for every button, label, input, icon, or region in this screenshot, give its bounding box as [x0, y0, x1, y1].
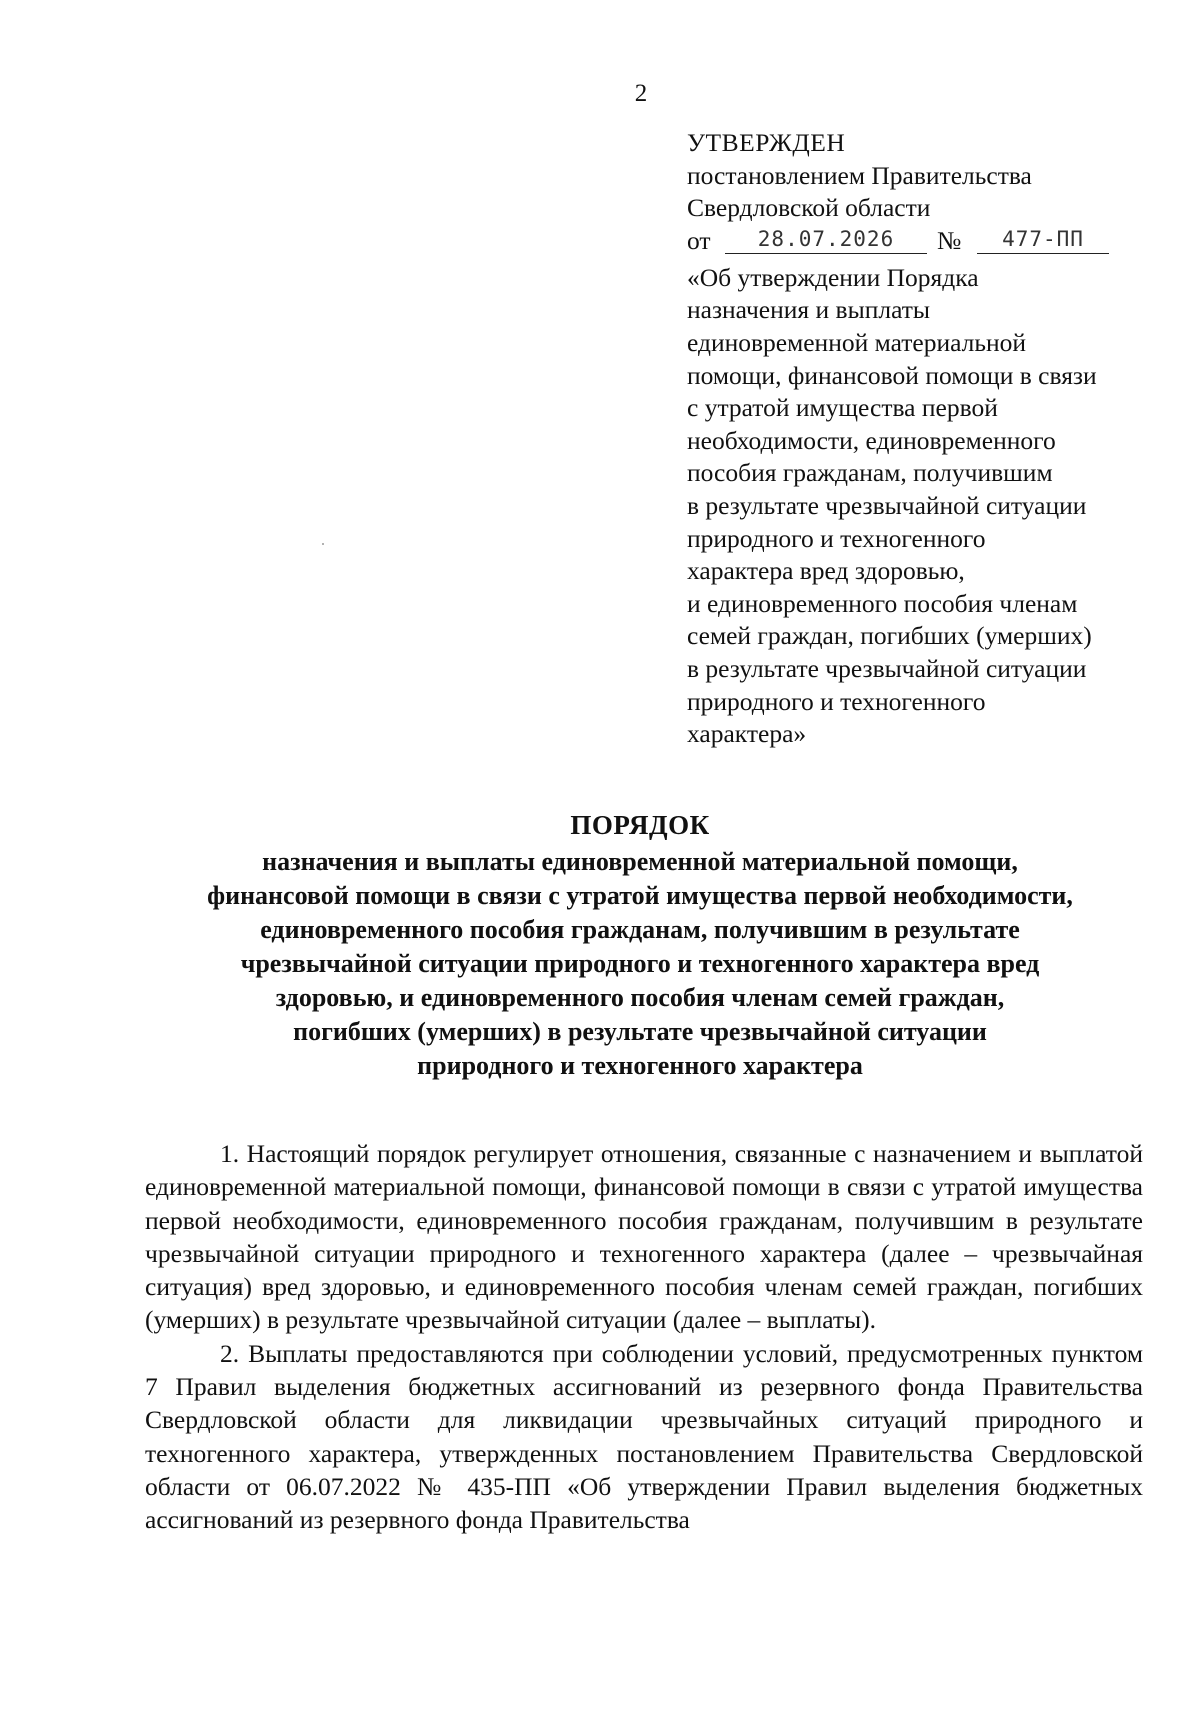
approval-date-row — [687, 225, 1157, 259]
approval-title-line: характера вред здоровью, — [687, 556, 965, 586]
approval-title-line: пособия гражданам, получившим — [687, 458, 1053, 488]
document-subtitle-line: погибших (умерших) в результате чрезвычайной ситуации — [293, 1017, 987, 1046]
approval-title-line: помощи, финансовой помощи в связи — [687, 360, 1097, 390]
date-field: 28.07.2026 — [725, 225, 927, 254]
approval-title-line: характера» — [687, 719, 807, 749]
approval-stamp — [687, 127, 1157, 751]
approval-title-line: единовременной материальной — [687, 327, 1027, 357]
document-subtitle-line: здоровью, и единовременного пособия членам семей граждан, — [275, 983, 1005, 1012]
document-subtitle-line: природного и техногенного характера — [417, 1051, 863, 1080]
paragraph-2: 2. Выплаты предоставляются при соблюдении условий, предусмотренных пунктом 7 Правил выделения бюджетных ассигнований из резервного фонда Правительства Свердловской области для ликвидации чрезвычайных ситуаций природного и техногенного характера, утвержденных постановлением Правительства Свердловской области от 06.07.2022 № 435-ПП «Об утверждении Правил выделения бюджетных ассигнований из резервного фонда Правительства — [145, 1338, 1143, 1535]
approval-title-line: «Об утверждении Порядка — [687, 262, 979, 292]
approval-heading: УТВЕРЖДЕН — [687, 128, 846, 157]
scan-speck — [322, 543, 324, 545]
approval-title-line: в результате чрезвычайной ситуации — [687, 490, 1087, 520]
approval-line: постановлением Правительства — [687, 160, 1032, 190]
document-body — [145, 1137, 1143, 1537]
page-number: 2 — [634, 80, 648, 107]
document-subtitle-line: назначения и выплаты единовременной материальной помощи, — [262, 847, 1018, 876]
approval-title-line: природного и техногенного — [687, 686, 986, 716]
document-subtitle-line: чрезвычайной ситуации природного и техногенного характера вред — [240, 949, 1040, 978]
date-prefix: от — [687, 225, 711, 255]
approval-line: Свердловской области — [687, 193, 931, 223]
approval-title-line: и единовременного пособия членам — [687, 588, 1078, 618]
number-field: 477-ПП — [977, 225, 1109, 254]
approval-title — [687, 262, 1157, 751]
approval-title-line: с утратой имущества первой — [687, 393, 998, 423]
document-subtitle-line: единовременного пособия гражданам, получившим в результате — [260, 915, 1020, 944]
paragraph-1: 1. Настоящий порядок регулирует отношения, связанные с назначением и выплатой единовременной материальной помощи, финансовой помощи в связи с утратой имущества первой необходимости, единовременного пособия гражданам, получившим в результате чрезвычайной ситуации природного и техногенного характера (далее – чрезвычайная ситуация) вред здоровью, и единовременного пособия членам семей граждан, погибших (умерших) в результате чрезвычайной ситуации (далее – выплаты). — [145, 1139, 1143, 1335]
document-subtitle-line: финансовой помощи в связи с утратой имущества первой необходимости, — [207, 881, 1073, 910]
approval-title-line: необходимости, единовременного — [687, 425, 1056, 455]
document-title — [120, 808, 1160, 1083]
approval-title-line: семей граждан, погибших (умерших) — [687, 621, 1092, 651]
approval-title-line: назначения и выплаты — [687, 295, 931, 325]
approval-title-line: в результате чрезвычайной ситуации — [687, 653, 1087, 683]
approval-title-line: природного и техногенного — [687, 523, 986, 553]
document-heading: ПОРЯДОК — [570, 810, 710, 840]
number-sign: № — [937, 225, 962, 255]
